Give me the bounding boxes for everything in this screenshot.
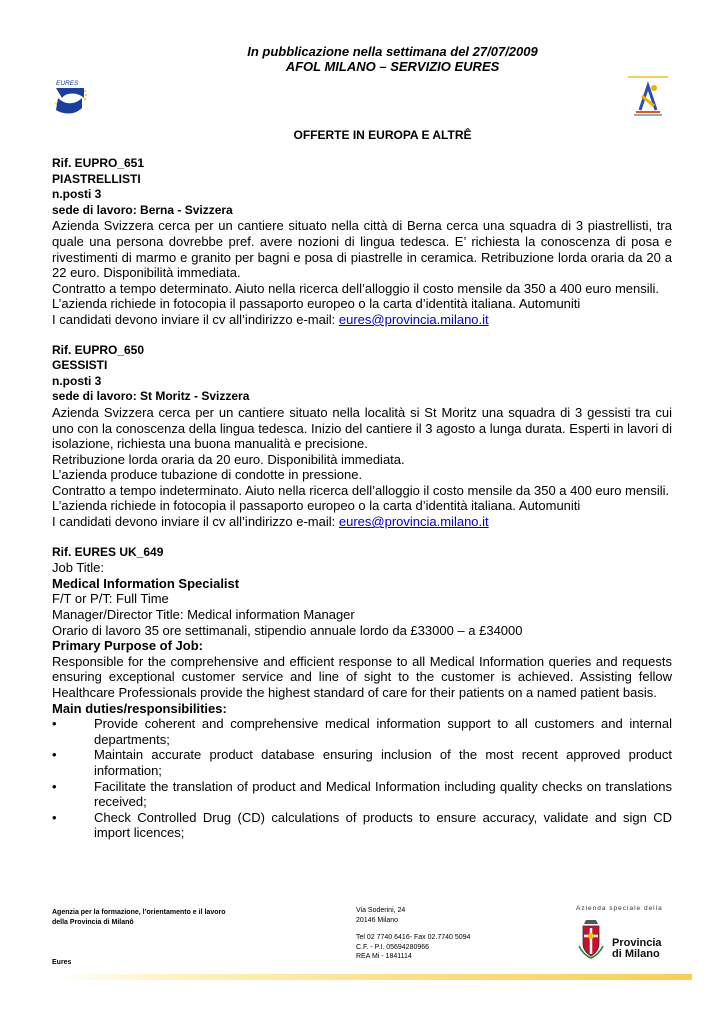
afol-logo-icon xyxy=(628,76,668,120)
provincia-crest-icon xyxy=(576,918,606,962)
job-manager: Manager/Director Title: Medical information Manager xyxy=(52,607,355,623)
bullet-icon: • xyxy=(52,716,57,732)
job-title: Medical Information Specialist xyxy=(52,575,240,591)
offer-role: GESSISTI xyxy=(52,358,108,373)
footer-street: Via Soderini, 24 xyxy=(356,907,406,914)
bullet-icon: • xyxy=(52,747,57,763)
offer-apply xyxy=(52,312,672,328)
duty-text: Check Controlled Drug (CD) calculations of products to ensure accuracy, validate and sign CD import licences; xyxy=(94,809,672,841)
footer-address xyxy=(356,906,536,962)
footer-city: 20146 Milano xyxy=(356,916,399,924)
offer-description: Azienda Svizzera cerca per un cantiere situato nella località si St Moritz una squadra di 3 gessisti tra cui uno con la conoscenza della lingua tedesca. Inizio del cantiere il 3 agosto a lunga durata. Esperti in lavori di isolazione, richiesta una buona manualità e precisione. xyxy=(52,404,672,452)
footer-agency-tag: Azienda speciale della xyxy=(576,905,663,912)
job-purpose-label: Primary Purpose of Job: xyxy=(52,638,203,654)
footer-tax-id: C.F. - P.I. 05694280966 xyxy=(356,943,430,951)
footer-org-line1: Agenzia per la formazione, l’orientamento e il lavoro xyxy=(52,909,226,916)
offer-contract: Contratto a tempo determinato. Aiuto nella ricerca dell’alloggio il costo mensile da 350 a 400 euro mensili. xyxy=(52,280,660,296)
page-footer xyxy=(52,900,692,990)
offer-requirements: L’azienda richiede in fotocopia il passaporto europeo o la carta d’identità italiana. Automuniti xyxy=(52,498,581,514)
offer-ref: Rif. EUPRO_650 xyxy=(52,342,145,357)
bullet-icon: • xyxy=(52,809,57,825)
footer-provincia-line1: Provincia xyxy=(612,937,662,949)
offer-location: sede di lavoro: St Moritz - Svizzera xyxy=(52,389,250,404)
job-title-label: Job Title: xyxy=(52,560,105,576)
list-item xyxy=(52,779,672,810)
offer-email-link[interactable]: eures@provincia.milano.it xyxy=(338,514,489,530)
offer-email-link[interactable]: eures@provincia.milano.it xyxy=(338,311,489,327)
offer-role: PIASTRELLISTI xyxy=(52,171,141,186)
offer-pay: Retribuzione lorda oraria da 20 euro. Disponibilità immediata. xyxy=(52,451,405,467)
footer-phone: Tel 02 7740 6416- Fax 02.7740 5094 xyxy=(356,934,471,941)
footer-provincia-name xyxy=(612,938,662,960)
footer-organization xyxy=(52,908,302,927)
offer-apply xyxy=(52,514,672,530)
offer-location: sede di lavoro: Berna - Svizzera xyxy=(52,202,233,217)
afol-eures-header: AFOL MILANO – SERVIZIO EURES xyxy=(285,59,500,74)
footer-provincia-line2: di Milano xyxy=(612,948,660,960)
offer-posts: n.posti 3 xyxy=(52,373,102,388)
job-duties-label: Main duties/responsibilities: xyxy=(52,700,227,716)
offer-apply-text: I candidati devono inviare il cv all’indirizzo e-mail: xyxy=(52,514,336,530)
footer-color-bar xyxy=(52,974,692,980)
eures-logo-text: EURES xyxy=(56,80,79,87)
offer-apply-text: I candidati devono inviare il cv all’indirizzo e-mail: xyxy=(52,311,336,327)
job-purpose: Responsible for the comprehensive and efficient response to all Medical Information queries and requests ensuring exceptional customer service and line of sight to the customer is achieved. Assisting fellow Healthcare Professionals provide the highest standard of care for their patients on a named patient basis. xyxy=(52,653,672,700)
offer-contract: Contratto a tempo indeterminato. Aiuto nella ricerca dell’alloggio il costo mensile da 350 a 400 euro mensili. xyxy=(52,482,670,498)
offer-ref: Rif. EURES UK_649 xyxy=(52,544,164,559)
section-title: OFFERTE IN EUROPA E ALTRÊ xyxy=(293,128,472,142)
offer-company-info: L’azienda produce tubazione di condotte in pressione. xyxy=(52,467,363,483)
publication-week-header: In pubblicazione nella settimana del 27/07/2009 xyxy=(247,44,538,59)
offer-description: Azienda Svizzera cerca per un cantiere situato nella città di Berna cerca una squadra di 3 piastrellisti, tra quale una persona dovrebbe pref. avere nozioni di lingua tedesca. E’ richiesta la conoscenza di posa e rivestimenti di marmo e granito per bagni e posa di piastrelle in ceramica. Retribuzione lorda oraria da 20 a 22 euro. Disponibilità immediata. xyxy=(52,218,672,281)
footer-eures: Eures xyxy=(52,959,72,966)
footer-org-line2: della Provincia di Milanô xyxy=(52,918,134,926)
duty-text: Maintain accurate product database ensuring inclusion of the most recent approved product information; xyxy=(94,747,672,778)
offer-posts: n.posti 3 xyxy=(52,187,102,202)
offer-requirements: L’azienda richiede in fotocopia il passaporto europeo o la carta d’identità italiana. Automuniti xyxy=(52,296,581,312)
duty-text: Facilitate the translation of product and Medical Information including quality checks on translations received; xyxy=(94,778,672,810)
job-hours-salary: Orario di lavoro 35 ore settimanali, stipendio annuale lordo da £33000 – a £34000 xyxy=(52,622,523,638)
offers-content xyxy=(52,156,672,841)
eures-logo-icon xyxy=(52,78,90,120)
list-item xyxy=(52,716,672,747)
job-ft-pt: F/T or P/T: Full Time xyxy=(52,591,169,607)
footer-rea: REA Mi - 1841114 xyxy=(356,953,412,960)
offer-ref: Rif. EUPRO_651 xyxy=(52,156,145,170)
bullet-icon: • xyxy=(52,778,57,794)
list-item xyxy=(52,810,672,841)
list-item xyxy=(52,747,672,778)
duty-text: Provide coherent and comprehensive medical information support to all customers and internal departments; xyxy=(94,716,672,747)
